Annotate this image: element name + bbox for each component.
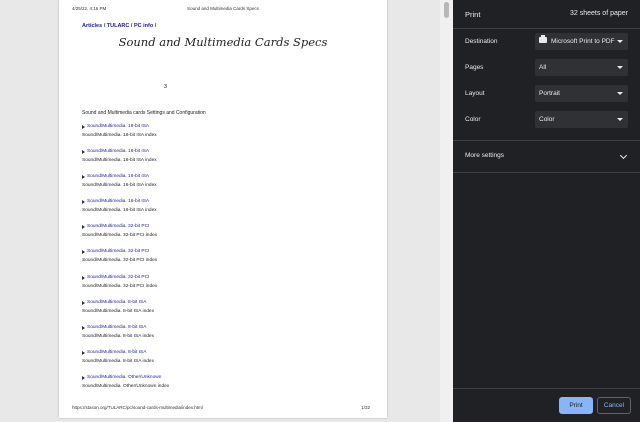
page-footer-url: https://stason.org/TULARC/pc/sound-cards-multimedia/index.html [72, 405, 203, 410]
item-link[interactable] [82, 198, 372, 206]
item-link-text: Sound/Multimedia. 32-bit PCI [87, 224, 150, 230]
print-settings-panel [453, 0, 640, 422]
page-title: Sound and Multimedia Cards Specs [118, 35, 328, 49]
list-item [82, 324, 372, 349]
chevron-down-icon [617, 66, 623, 69]
item-subtitle: Sound/Multimedia. 32-bit PCI index [82, 233, 158, 239]
list-item [82, 198, 372, 223]
print-button[interactable]: Print [559, 397, 593, 414]
bullet-triangle-icon [82, 200, 85, 204]
page-footer-count: 1/32 [361, 405, 370, 410]
bullet-triangle-icon [82, 376, 85, 380]
layout-value: Portrait [539, 90, 560, 97]
bullet-triangle-icon [82, 225, 85, 229]
bullet-triangle-icon [82, 250, 85, 254]
destination-value: Microsoft Print to PDF [551, 38, 615, 45]
list-item [82, 299, 372, 324]
breadcrumb: Articles / TULARC / PC info / [82, 23, 157, 29]
bullet-triangle-icon [82, 150, 85, 154]
cancel-button[interactable]: Cancel [597, 397, 631, 414]
sheet-count: 32 sheets of paper [570, 10, 628, 17]
item-subtitle: Sound/Multimedia. 16-bit ISA index [82, 133, 157, 138]
page-number: 3 [164, 84, 168, 90]
list-item [82, 223, 372, 248]
more-settings-toggle[interactable]: More settings [465, 152, 505, 159]
page-header-datetime: 4/25/22, 4:16 PM [72, 6, 107, 11]
item-link[interactable] [82, 349, 372, 357]
item-link-text: Sound/Multimedia. 16-bit ISA [87, 174, 150, 180]
pages-label: Pages [465, 64, 484, 71]
link-list [82, 123, 372, 399]
list-item [82, 173, 372, 198]
item-link-text: Sound/Multimedia. 8-bit ISA [87, 299, 147, 305]
item-link-text: Sound/Multimedia. Other/Unknown [87, 374, 162, 380]
bullet-triangle-icon [82, 351, 85, 355]
item-link-text: Sound/Multimedia. 8-bit ISA [87, 324, 147, 330]
list-item [82, 123, 372, 148]
item-link-text: Sound/Multimedia. 16-bit ISA [87, 124, 150, 129]
item-link[interactable] [82, 374, 372, 382]
item-link-text: Sound/Multimedia. 16-bit ISA [87, 199, 150, 205]
pages-select[interactable] [535, 59, 628, 76]
printer-icon [539, 37, 547, 43]
item-link[interactable] [82, 324, 372, 332]
page-description: Sound and Multimedia cards Settings and Configuration [82, 110, 206, 116]
item-subtitle: Sound/Multimedia. 8-bit ISA index [82, 333, 154, 339]
item-link[interactable] [82, 123, 372, 131]
chevron-down-icon [617, 92, 623, 95]
item-link-text: Sound/Multimedia. 8-bit ISA [87, 349, 147, 355]
item-link[interactable] [82, 274, 372, 282]
bullet-triangle-icon [82, 125, 85, 129]
chevron-down-icon [617, 118, 623, 121]
preview-page [59, 0, 387, 418]
item-link[interactable] [82, 148, 372, 156]
color-label: Color [465, 116, 481, 123]
page-header-title: Sound and Multimedia Cards Specs [187, 6, 259, 11]
preview-scrollbar[interactable] [440, 0, 453, 422]
item-link[interactable] [82, 223, 372, 231]
list-item [82, 148, 372, 173]
color-select[interactable] [535, 111, 628, 128]
item-subtitle: Sound/Multimedia. 32-bit PCI index [82, 283, 158, 289]
item-link[interactable] [82, 173, 372, 181]
item-subtitle: Sound/Multimedia. 16-bit ISA index [82, 208, 157, 214]
scrollbar-thumb[interactable] [444, 2, 449, 18]
list-item [82, 248, 372, 273]
bullet-triangle-icon [82, 276, 85, 280]
chevron-down-icon [617, 40, 623, 43]
bullet-triangle-icon [82, 301, 85, 305]
list-item [82, 374, 372, 399]
item-link-text: Sound/Multimedia. 32-bit PCI [87, 249, 150, 255]
item-subtitle: Sound/Multimedia. 16-bit ISA index [82, 183, 157, 189]
divider [453, 172, 640, 173]
divider [453, 140, 640, 141]
destination-select[interactable] [535, 33, 628, 50]
divider [453, 28, 640, 29]
pages-value: All [539, 64, 547, 71]
bullet-triangle-icon [82, 175, 85, 179]
item-subtitle: Sound/Multimedia. 16-bit ISA index [82, 158, 157, 164]
layout-select[interactable] [535, 85, 628, 102]
item-link[interactable] [82, 248, 372, 256]
destination-label: Destination [465, 38, 498, 45]
item-subtitle: Sound/Multimedia. 8-bit ISA index [82, 308, 154, 314]
expand-chevron-icon[interactable] [620, 152, 627, 159]
list-item [82, 274, 372, 299]
item-link-text: Sound/Multimedia. 16-bit ISA [87, 149, 150, 155]
bullet-triangle-icon [82, 326, 85, 330]
item-subtitle: Sound/Multimedia. 8-bit ISA index [82, 358, 154, 364]
item-link-text: Sound/Multimedia. 32-bit PCI [87, 274, 150, 280]
layout-label: Layout [465, 90, 485, 97]
panel-title: Print [465, 10, 481, 19]
color-value: Color [539, 116, 555, 123]
item-subtitle: Sound/Multimedia. 32-bit PCI index [82, 258, 158, 264]
item-subtitle: Sound/Multimedia. Other/Unknown index [82, 383, 170, 389]
list-item [82, 349, 372, 374]
divider [453, 388, 640, 389]
item-link[interactable] [82, 299, 372, 307]
